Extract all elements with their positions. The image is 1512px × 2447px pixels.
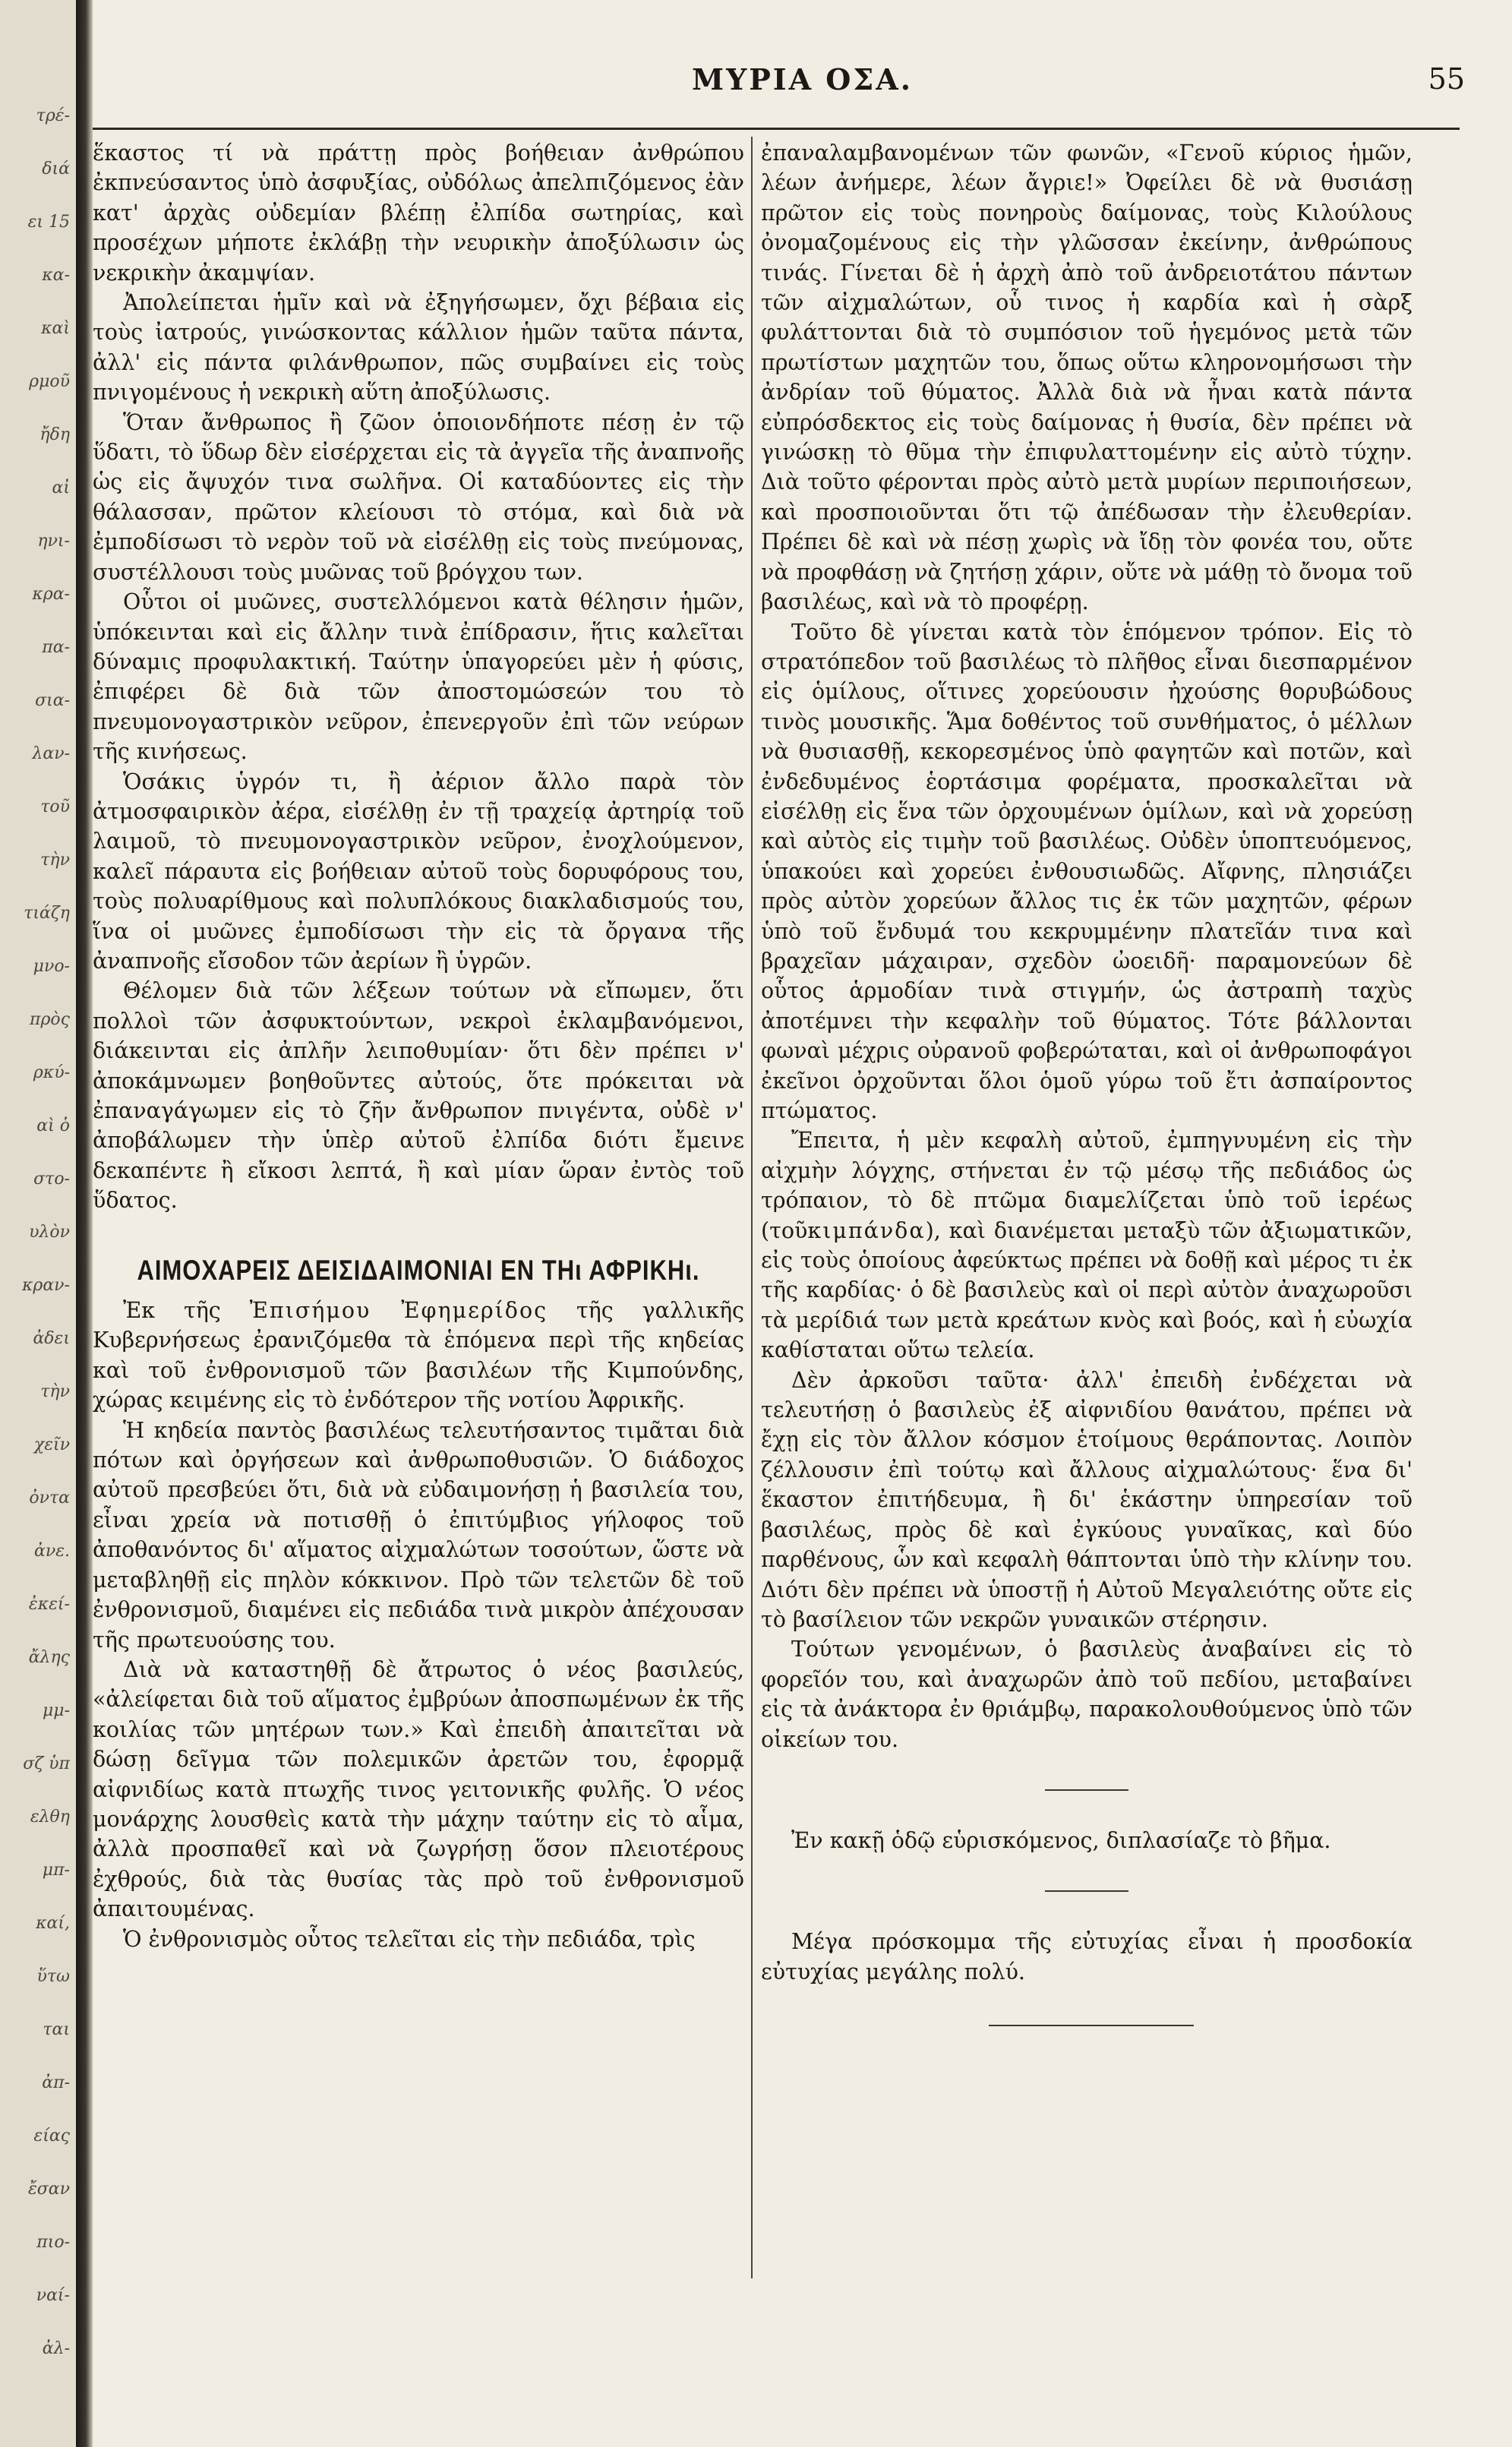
margin-fragment: ελθη — [30, 1808, 70, 1827]
margin-fragment: αἰ — [52, 478, 70, 497]
margin-fragment: σζ ὑπ — [23, 1754, 70, 1773]
margin-fragment: πρὸς — [30, 1010, 70, 1029]
book-spine-shadow — [76, 0, 93, 2447]
section-heading: ΑΙΜΟΧΑΡΕΙΣ ΔΕΙΣΙΔΑΙΜΟΝΙΑΙ ΕΝ ΤΗι ΑΦΡΙΚΗι. — [137, 1254, 700, 1287]
margin-fragment: καί, — [36, 1914, 70, 1933]
paragraph — [93, 1296, 744, 1416]
body-text: τῆς γαλλικῆς Κυβερνήσεως ἐρανιζόμεθα τὰ ἑπόμενα περὶ τῆς κηδείας καὶ τοῦ ἐνθρονισμοῦ τῶν βασιλέων τῆς Κιμπούνδης, χώρας κειμένης εἰς τὸ ἐνδότερον τῆς νοτίου Ἀφρικῆς. — [93, 1298, 744, 1413]
margin-fragment: χεῖν — [33, 1435, 70, 1454]
running-title: ΜΥΡΙΑ ΟΣΑ. — [692, 62, 913, 96]
margin-fragment: ρκύ- — [33, 1063, 70, 1082]
margin-fragment: ἤδη — [39, 425, 70, 444]
paragraph: Τοῦτο δὲ γίνεται κατὰ τὸν ἑπόμενον τρόπον. Εἰς τὸ στρατόπεδον τοῦ βασιλέως τὸ πλῆθος εἶναι διεσπαρμένον εἰς ὁμίλους, οἵτινες χορεύουσιν ἠχούσης θορυβώδους τινὸς μουσικῆς. Ἅμα δοθέντος τοῦ συνθήματος, ὁ μέλλων νὰ θυσιασθῇ, κεκορεσμένος ὑπὸ φαγητῶν καὶ ποτῶν, καὶ ἐνδεδυμένος ἑορτάσιμα φορέματα, προσκαλεῖται νὰ εἰσέλθῃ εἰς ἕνα τῶν ὀρχουμένων ὁμίλων, καὶ νὰ χορεύσῃ καὶ αὐτὸς εἰς τιμὴν τοῦ βασιλέως. Οὐδὲν ὑποπτευόμενος, ὑπακούει καὶ χορεύει ἐνθουσιωδῶς. Αἴφνης, πλησιάζει πρὸς αὐτὸν χορεύων ἄλλος τις ἐκ τῶν μαχητῶν, φέρων ὑπὸ τοῦ ἔνδυμά του κεκρυμμένην πλατεῖάν τινα καὶ βραχεῖαν μάχαιραν, σχεδὸν ὠοειδῆ· παραμονεύων δὲ οὗτος ἁρμοδίαν τινὰ στιγμήν, ὡς ἀστραπὴ ταχὺς ἀποτέμνει τὴν κεφαλὴν τοῦ θύματος. Τότε βάλλονται φωναὶ μέχρις οὐρανοῦ φοβερώταται, καὶ οἱ ἀνθρωποφάγοι ἐκεῖνοι ὀρχοῦνται ὅλοι ὁμοῦ γύρω τοῦ ἔτι ἀσπαίροντος πτώματος. — [761, 619, 1413, 1123]
paragraph: Ἀπολείπεται ἡμῖν καὶ νὰ ἐξηγήσωμεν, ὄχι βέβαια εἰς τοὺς ἰατρούς, γινώσκοντας κάλλιον ἡμῶν ταῦτα πάντα, ἀλλ' εἰς πάντα φιλάνθρωπον, πῶς συμβαίνει εἰς τοὺς πνιγομένους ἡ νεκρικὴ αὕτη ἀποξύλωσις. — [93, 290, 744, 406]
body-text: Ἔπειτα, ἡ μὲν κεφαλὴ αὐτοῦ, ἐμπηγνυμένη εἰς τὴν αἰχμὴν λόγχης, στήνεται ἐν τῷ μέσῳ τῆς πεδιάδος ὡς τρόπαιον, τὸ δὲ πτῶμα διαμελίζεται ὑπὸ τοῦ ἱερέως (τοῦ — [761, 1128, 1413, 1243]
margin-fragment: τρέ- — [36, 106, 70, 125]
margin-fragment: τιάζη — [24, 904, 70, 923]
previous-page-margin — [0, 0, 78, 2447]
margin-fragment: μνο- — [33, 957, 70, 976]
paragraph: Δὲν ἀρκοῦσι ταῦτα· ἀλλ' ἐπειδὴ ἐνδέχεται νὰ τελευτήσῃ ὁ βασιλεὺς ἐξ αἰφνιδίου θανάτου, πρέπει νὰ ἔχῃ εἰς τὸν ἄλλον κόσμον ἑτοίμους θεράποντας. Λοιπὸν ζέλλουσιν ἐπὶ τούτῳ καὶ ἄλλους αἰχμαλώτους· ἕνα δι' ἕκαστον ἐπιτήδευμα, ἢ δι' ἑκάστην ὑπηρεσίαν τοῦ βασιλέως, πρὸς δὲ καὶ ἐγκύους γυναῖκας, καὶ δύο παρθένους, ὧν καὶ κεφαλὴ θάπτονται ὑπὸ τὴν κλίνην του. Διότι δὲν πρέπει νὰ ὑποστῇ ἡ Αὐτοῦ Μεγαλειότης οὔτε εἰς τὸ βασίλειον τῶν νεκρῶν γυναικῶν στέρησιν. — [761, 1367, 1413, 1632]
margin-fragment: ἀλ- — [42, 2339, 70, 2358]
margin-fragment: κα- — [42, 266, 70, 285]
paragraph: Ὁσάκις ὑγρόν τι, ἢ ἀέριον ἄλλο παρὰ τὸν ἀτμοσφαιρικὸν ἀέρα, εἰσέλθῃ ἐν τῇ τραχείᾳ ἀρτηρίᾳ τοῦ λαιμοῦ, τὸ πνευμονογαστρικὸν νεῦρον, ἐνοχλούμενον, καλεῖ πάραυτα εἰς βοήθειαν αὐτοῦ τοὺς δορυφόρους του, τοὺς πολυαρίθμους καὶ πολυπλόκους διακλαδισμούς του, ἵνα οἱ μυῶνες ἐμποδίσωσι τὴν εἰς τὰ ὄργανα τῆς ἀναπνοῆς εἴσοδον τῶν ἀερίων ἢ ὑγρῶν. — [93, 769, 744, 974]
margin-fragment: αὶ ὁ — [36, 1116, 70, 1135]
margin-fragment: ἄλης — [28, 1648, 70, 1667]
lead-text: Ἐκ τῆς — [123, 1298, 221, 1324]
paragraph: Ὁ ἐνθρονισμὸς οὗτος τελεῖται εἰς τὴν πεδιάδα, τρὶς — [123, 1926, 696, 1952]
margin-fragment: τὴν — [40, 1382, 70, 1401]
margin-fragment: λαν- — [32, 744, 70, 763]
margin-fragment: ναί- — [36, 2286, 70, 2305]
margin-fragment: ηνι- — [37, 532, 70, 551]
margin-fragment: είας — [33, 2127, 70, 2145]
margin-fragment: κραν- — [21, 1276, 70, 1295]
paragraph: ἐπαναλαμβανομένων τῶν φωνῶν, «Γενοῦ κύριος ἡμῶν, λέων ἀνήμερε, λέων ἄγριε!» Ὀφείλει δὲ νὰ θυσιάσῃ πρῶτον εἰς τοὺς πονηροὺς δαίμονας, τοὺς Κιλούλους ὀνομαζομένους εἰς τὴν γλῶσσαν ἐκείνην, ἀνθρώπους τινάς. Γίνεται δὲ ἡ ἀρχὴ ἀπὸ τοῦ ἀνδρειοτάτου πάντων τῶν αἰχμαλώτων, οὗ τινος ἡ καρδία καὶ ἡ σὰρξ φυλάττονται διὰ τὸ συμπόσιον τοῦ ἡγεμόνος μετὰ τῶν πρωτίστων μαχητῶν του, ὅπως οὕτω κληρονομήσωσι τὴν ἀνδρίαν τοῦ θύματος. Ἀλλὰ διὰ νὰ ἦναι κατὰ πάντα εὐπρόσδεκτος εἰς τοὺς δαίμονας ἡ θυσία, δὲν πρέπει νὰ γινώσκῃ τὸ θῦμα τὴν ἐπιφυλαττομένην εἰς αὐτὸ τύχην. Διὰ τοῦτο φέρονται πρὸς αὐτὸ μετὰ μυρίων περιποιήσεων, καὶ προσποιοῦνται ὅτι τῷ ἀπέδωσαν τὴν ἐλευθερίαν. Πρέπει δὲ καὶ νὰ πέσῃ χωρὶς νὰ ἴδῃ τὸν φονέα του, οὔτε νὰ προφθάσῃ νὰ ζητήσῃ χάριν, οὔτε νὰ μάθῃ τὸ ὄνομα τοῦ βασιλέως, καὶ νὰ τὸ προφέρῃ. — [761, 141, 1413, 615]
paragraph — [761, 1126, 1413, 1365]
paragraph: Θέλομεν διὰ τῶν λέξεων τούτων νὰ εἴπωμεν, ὅτι πολλοὶ τῶν ἀσφυκτούντων, νεκροὶ ἐκλαμβανόμενοι, διάκεινται εἰς ἀπλῆν λειποθυμίαν· ὅτι δὲν πρέπει ν' ἀποκάμνωμεν βοηθοῦντες αὐτούς, ὅτε πρόκειται νὰ ἐπαναγάγωμεν εἰς τὸ ζῆν ἄνθρωπον πνιγέντα, οὐδὲ ν' ἀποβάλωμεν τὴν ὑπὲρ αὐτοῦ ἐλπίδα διότι ἔμεινε δεκαπέντε ἢ εἴκοσι λεπτά, ἢ καὶ μίαν ὥραν ἐντὸς τοῦ ὕδατος. — [93, 978, 744, 1214]
header-rule — [93, 128, 1460, 130]
page-number: 55 — [1428, 62, 1465, 96]
margin-fragment: τοῦ — [40, 797, 70, 816]
closing-rule — [989, 2025, 1194, 2026]
margin-fragment: διά — [42, 159, 70, 178]
margin-fragment: στο- — [33, 1170, 70, 1189]
margin-fragment: ἀνε. — [33, 1542, 70, 1561]
margin-fragment: τὴν — [40, 851, 70, 870]
margin-fragment: ὀντα — [29, 1489, 70, 1508]
journal-page — [93, 0, 1512, 2447]
margin-fragment: ἀπ- — [42, 2073, 70, 2092]
paragraph: Διὰ νὰ καταστηθῇ δὲ ἄτρωτος ὁ νέος βασιλεύς, «ἀλείφεται διὰ τοῦ αἵματος ἐμβρύων ἀποσπωμένων ἐκ τῆς κοιλίας τῶν μητέρων των.» Καὶ ἐπειδὴ ἀπαιτεῖται νὰ δώσῃ δεῖγμα τῶν πολεμικῶν ἀρετῶν του, ἐφορμᾷ αἰφνιδίως κατὰ πτωχῆς τινος γειτονικῆς φυλῆς. Ὁ νέος μονάρχης λουσθεὶς κατὰ τὴν μάχην ταύτην εἰς τὸ αἷμα, ἀλλὰ προσπαθεῖ καὶ νὰ ζωγρήσῃ ὅσον πλειοτέρους ἐχθρούς, διὰ τὰς θυσίας τὰς πρὸ τοῦ ἐνθρονισμοῦ ἀπαιτουμένας. — [93, 1656, 744, 1922]
spaced-term: κιμπάνδα — [807, 1217, 926, 1243]
margin-fragment: σια- — [35, 691, 70, 710]
paragraph: Τούτων γενομένων, ὁ βασιλεὺς ἀναβαίνει εἰς τὸ φορεῖόν του, καὶ ἀναχωρῶν ἀπὸ τοῦ πεδίου, μεταβαίνει εἰς τὰ ἀνάκτορα ἐν θριάμβῳ, παρακολουθούμενος ὑπὸ τῶν οἰκείων του. — [761, 1637, 1413, 1752]
column-divider — [751, 137, 753, 2278]
margin-fragment: πα- — [42, 638, 70, 657]
separator-rule — [1045, 1789, 1128, 1791]
margin-fragment: ὕτω — [36, 1967, 70, 1986]
paragraph: Ἡ κηδεία παντὸς βασιλέως τελευτήσαντος τιμᾶται διὰ πότων καὶ ὀργήσεων καὶ ἀνθρωποθυσιῶν. Ὁ διάδοχος αὐτοῦ πρεσβεύει ὅτι, διὰ νὰ εὐδαιμονήσῃ ἡ βασιλεία του, εἶναι χρεία νὰ ποτισθῇ ὁ ἐπιτύμβιος γήλοφος τοῦ ἀποθανόντος δι' αἵματος αἰχμαλώτων τοσούτων, ὥστε νὰ μεταβληθῇ εἰς πηλὸν κόκκινον. Πρὸ τῶν τελετῶν δὲ τοῦ ἐνθρονισμοῦ, διαμένει εἰς πεδιάδα τινὰ μικρὸν ἀπέχουσαν τῆς πρωτευούσης του. — [93, 1417, 744, 1653]
separator-rule — [1045, 1890, 1128, 1892]
margin-fragment: ἔσαν — [27, 2180, 70, 2199]
body-text: ), καὶ διανέμεται μεταξὺ τῶν ἀξιωματικῶν, εἰς τοὺς ὁποίους ἀφεύκτως πρέπει νὰ δοθῇ καὶ μέρος τι ἐκ τῆς καρδίας· ὁ δὲ βασιλεὺς καὶ οἱ περὶ αὐτὸν ἀναχωροῦσι τὰ μερίδιά των μετὰ κρεάτων κνὸς καὶ βοός, καὶ ἡ εὐωχία καθίσταται οὕτω τελεία. — [761, 1217, 1413, 1363]
margin-fragment: ἐκεί- — [28, 1595, 70, 1614]
left-column — [93, 138, 744, 1954]
margin-fragment: ἀδει — [33, 1329, 70, 1348]
margin-fragment: καὶ — [41, 319, 70, 338]
margin-fragment: ται — [43, 2020, 70, 2039]
paragraph: Ὅταν ἄνθρωπος ἢ ζῶον ὁποιονδήποτε πέσῃ ἐν τῷ ὕδατι, τὸ ὕδωρ δὲν εἰσέρχεται εἰς τὰ ἀγγεῖα τῆς ἀναπνοῆς ὡς εἰς ἄψυχόν τινα σωλῆνα. Οἱ καταδύοντες εἰς τὴν θάλασσαν, πρῶτον κλείουσι τὸ στόμα, καὶ διὰ νὰ ἐμποδίσωσι τὸ νερὸν τοῦ νὰ εἰσέλθῃ εἰς τοὺς πνεύμονας, συστέλλουσι τοὺς μυῶνας τοῦ βρόγχου των. — [93, 409, 744, 585]
page-header — [93, 62, 1512, 108]
margin-fragment: κρα- — [32, 585, 70, 604]
source-name: Ἐπισήμου Ἐφημερίδος — [249, 1298, 548, 1324]
margin-fragment: ρμοῦ — [29, 372, 70, 391]
proverb: Ἐν κακῇ ὁδῷ εὑρισκόμενος, διπλασίαζε τὸ βῆμα. — [791, 1827, 1331, 1853]
margin-fragment: πιο- — [36, 2233, 70, 2252]
proverb: Μέγα πρόσκομμα τῆς εὐτυχίας εἶναι ἡ προσδοκία εὐτυχίας μεγάλης πολύ. — [761, 1929, 1413, 1984]
paragraph: ἕκαστος τί νὰ πράττῃ πρὸς βοήθειαν ἀνθρώπου ἐκπνεύσαντος ὑπὸ ἀσφυξίας, οὐδόλως ἀπελπιζόμενος ἐὰν κατ' ἀρχὰς οὐδεμίαν βλέπῃ ἐλπίδα σωτηρίας, καὶ προσέχων μήποτε ἐκλάβῃ τὴν νευρικὴν ἀποξύλωσιν ὡς νεκρικὴν ἀκαμψίαν. — [93, 141, 744, 286]
margin-fragment: υλὸν — [29, 1223, 70, 1242]
paragraph: Οὗτοι οἱ μυῶνες, συστελλόμενοι κατὰ θέλησιν ἡμῶν, ὑπόκεινται καὶ εἰς ἄλλην τινὰ ἐπίδρασιν, ἥτις καλεῖται δύναμις προφυλακτική. Ταύτην ὑπαγορεύει μὲν ἡ φύσις, ἐπιφέρει δὲ διὰ τῶν ἀποστομώσεών του τὸ πνευμονογαστρικὸν νεῦρον, ἐπενεργοῦν ἐπὶ τῶν νεύρων τῆς κινήσεως. — [93, 589, 744, 765]
right-column — [761, 138, 1413, 2026]
margin-fragment: ει 15 — [27, 213, 70, 232]
margin-fragment: μμ- — [42, 1701, 70, 1720]
margin-fragment: μπ- — [42, 1861, 70, 1880]
